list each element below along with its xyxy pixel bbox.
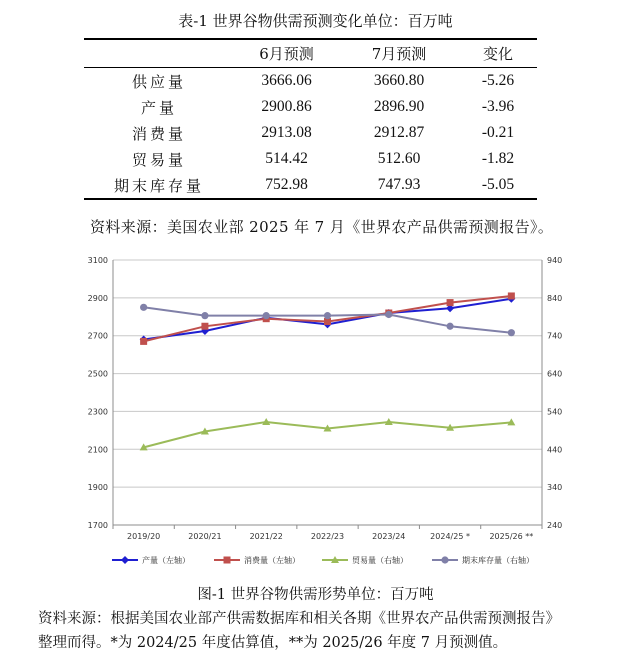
header-july: 7月预测 — [339, 39, 459, 68]
cell-july: 2912.87 — [373, 124, 425, 141]
right-axis-tick-label: 540 — [547, 407, 563, 417]
right-axis-tick-label: 740 — [547, 331, 563, 341]
series-1-point — [447, 299, 454, 306]
row-name: 供应量 — [131, 72, 186, 91]
x-axis-tick-label: 2024/25 * — [430, 532, 470, 541]
series-3-point — [385, 311, 392, 318]
table-header-row — [84, 39, 537, 68]
table-title: 表-1 世界谷物供需预测变化单位：百万吨 — [178, 12, 453, 30]
cell-change: -1.82 — [481, 150, 515, 167]
left-axis-tick-label: 2900 — [87, 293, 108, 303]
row-name: 贸易量 — [131, 150, 186, 169]
left-axis-tick-label: 2100 — [87, 445, 108, 455]
cell-july: 512.60 — [377, 150, 421, 167]
left-axis-tick-label: 2500 — [87, 369, 108, 379]
cell-july: 747.93 — [339, 172, 459, 199]
series-1-point — [508, 292, 515, 299]
figure-source-line-2: 整理而得。*为 2024/25 年度估算值，**为 2025/26 年度 7 月预测值。 — [38, 635, 508, 651]
x-axis-tick-label: 2021/22 — [249, 532, 283, 541]
right-axis-tick-label: 640 — [547, 369, 563, 379]
table-row — [84, 68, 537, 95]
cell-july: 3660.80 — [373, 72, 425, 89]
series-1-point — [140, 338, 147, 345]
supply-demand-chart — [84, 250, 563, 575]
header-june: 6月预测 — [234, 39, 339, 68]
legend-label-1: 消费量（左轴） — [244, 556, 300, 565]
table-row — [84, 172, 537, 199]
table-source-note: 资料来源：美国农业部 2025 年 7 月《世界农产品供需预测报告》。 — [90, 218, 554, 236]
right-axis-tick-label: 240 — [547, 521, 563, 530]
left-axis-tick-label: 2700 — [87, 331, 108, 341]
right-axis-tick-label: 340 — [547, 483, 563, 493]
series-3-point — [263, 312, 270, 319]
figure-source-note — [38, 607, 598, 655]
series-3-point — [446, 323, 453, 330]
right-axis-tick-label: 440 — [547, 445, 563, 455]
cell-change: -5.05 — [459, 172, 537, 199]
right-axis-tick-label: 840 — [547, 293, 563, 303]
left-axis-tick-label: 3100 — [87, 256, 108, 265]
cell-june: 752.98 — [234, 172, 339, 199]
figure-caption: 图-1 世界谷物供需形势单位：百万吨 — [197, 587, 434, 603]
series-3-point — [201, 312, 208, 319]
x-axis-tick-label: 2025/26 ** — [489, 532, 534, 541]
cell-july: 2896.90 — [373, 98, 425, 115]
series-1-point — [201, 323, 208, 330]
cell-june: 3666.06 — [261, 72, 312, 89]
table-row — [84, 146, 537, 172]
header-blank — [84, 39, 234, 68]
series-3-point — [324, 312, 331, 319]
series-3-point — [140, 304, 147, 311]
legend-marker-1 — [224, 557, 231, 564]
cell-change: -3.96 — [481, 98, 515, 115]
left-axis-tick-label: 1700 — [87, 521, 108, 530]
legend-marker-3 — [441, 556, 448, 563]
legend-label-3: 期末库存量（右轴） — [462, 556, 534, 565]
cell-change: -0.21 — [481, 124, 515, 141]
cell-change: -5.26 — [481, 72, 515, 89]
x-axis-tick-label: 2022/23 — [310, 532, 345, 541]
header-change: 变化 — [459, 39, 537, 68]
cell-june: 514.42 — [265, 150, 308, 167]
legend-marker-0 — [121, 556, 129, 564]
figure-source-line-1: 资料来源：根据美国农业部产供需数据库和相关各期《世界农产品供需预测报告》 — [38, 611, 560, 627]
left-axis-tick-label: 1900 — [87, 483, 108, 493]
right-axis-tick-label: 940 — [547, 256, 563, 265]
x-axis-tick-label: 2019/20 — [127, 532, 161, 541]
legend-label-2: 贸易量（右轴） — [352, 556, 408, 565]
cell-june: 2900.86 — [261, 98, 312, 115]
supply-demand-table — [84, 38, 537, 200]
cell-june: 2913.08 — [261, 124, 312, 141]
row-name: 期末库存量 — [84, 172, 234, 199]
left-axis-tick-label: 2300 — [87, 407, 108, 417]
row-name: 产量 — [140, 98, 177, 117]
x-axis-tick-label: 2023/24 — [372, 532, 406, 541]
table-row — [84, 120, 537, 146]
row-name: 消费量 — [131, 124, 186, 143]
series-3-point — [508, 329, 515, 336]
x-axis-tick-label: 2020/21 — [188, 532, 222, 541]
table-row — [84, 94, 537, 120]
legend-label-0: 产量（左轴） — [142, 556, 190, 565]
